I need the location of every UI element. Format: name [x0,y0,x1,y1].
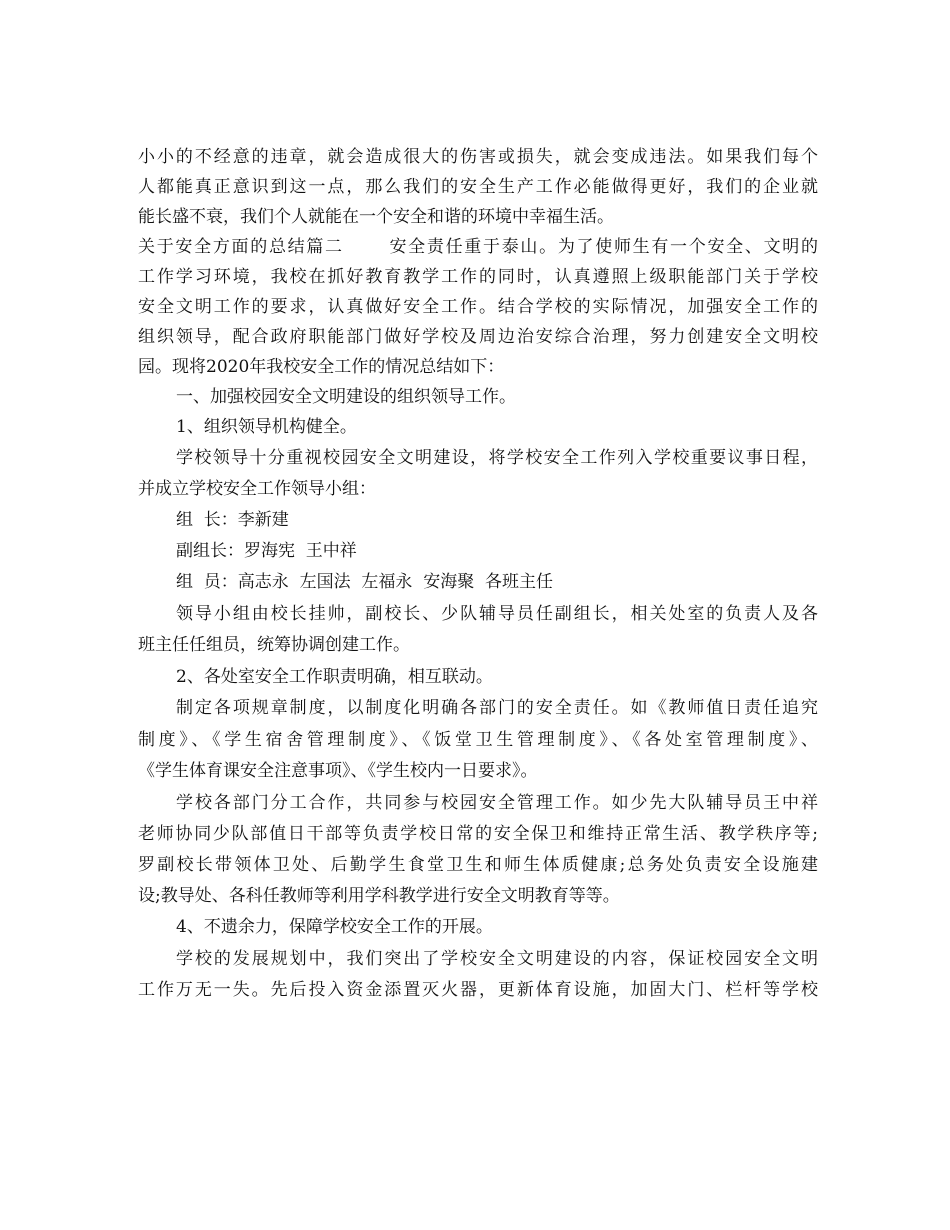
body-line: 学校各部门分工合作，共同参与校园安全管理工作。如少先大队辅导员王中祥 [176,793,818,813]
body-line: 制定各项规章制度，以制度化明确各部门的安全责任。如《教师值日责任追究 [176,698,818,718]
subheading-line: 1、组织领导机构健全。 [176,417,357,437]
body-line: 人都能真正意识到这一点，那么我们的安全生产工作必能做得更好，我们的企业就 [138,177,818,197]
body-line: 小小的不经意的违章，就会造成很大的伤害或损失，就会变成违法。如果我们每个 [138,147,818,167]
body-line: 学校领导十分重视校园安全文明建设，将学校安全工作列入学校重要议事日程， [176,448,818,468]
body-line: 并成立学校安全工作领导小组： [138,479,376,499]
subheading-line: 4、不遗余力，保障学校安全工作的开展。 [176,917,493,937]
member-line: 组 长：李新建 [176,510,289,530]
body-line: 《学生体育课安全注意事项》、《学生校内一日要求》。 [138,761,538,781]
body-line: 学校的发展规划中，我们突出了学校安全文明建设的内容，保证校园安全文明 [176,949,818,969]
body-line: 工作学习环境，我校在抓好教育教学工作的同时，认真遵照上级职能部门关于学校 [138,267,818,287]
subheading-line: 2、各处室安全工作职责明确，相互联动。 [176,667,493,687]
body-line: 罗副校长带领体卫处、后勤学生食堂卫生和师生体质健康;总务处负责安全设施建 [138,855,818,875]
body-line: 制度》、《学生宿舍管理制度》、《饭堂卫生管理制度》、《各处室管理制度》、 [138,730,818,750]
member-line: 副组长：罗海宪 王中祥 [176,541,357,561]
body-line: 领导小组由校长挂帅，副校长、少队辅导员任副组长，相关处室的负责人及各 [176,604,818,624]
body-line: 组织领导，配合政府职能部门做好学校及周边治安综合治理，努力创建安全文明校 [138,327,818,347]
member-line: 组 员：高志永 左国法 左福永 安海聚 各班主任 [176,572,554,592]
body-line: 安全文明工作的要求，认真做好安全工作。结合学校的实际情况，加强安全工作的 [138,297,818,317]
body-line: 老师协同少队部值日干部等负责学校日常的安全保卫和维持正常生活、教学秩序等; [138,824,818,844]
body-line: 能长盛不衰，我们个人就能在一个安全和谐的环境中幸福生活。 [138,207,614,227]
section-title: 关于安全方面的总结篇二 [138,237,344,257]
body-line: 设;教导处、各科任教师等利用学科教学进行安全文明教育等等。 [138,886,620,906]
section-heading-line [138,236,818,258]
body-line: 工作万无一失。先后投入资金添置灭火器，更新体育设施，加固大门、栏杆等学校 [138,980,818,1000]
body-line: 园。现将2020年我校安全工作的情况总结如下： [138,357,505,377]
body-line: 班主任任组员，统筹协调创建工作。 [138,635,410,655]
heading-line: 一、加强校园安全文明建设的组织领导工作。 [176,387,516,407]
body-text: 安全责任重于泰山。为了使师生有一个安全、文明的 [387,237,818,257]
